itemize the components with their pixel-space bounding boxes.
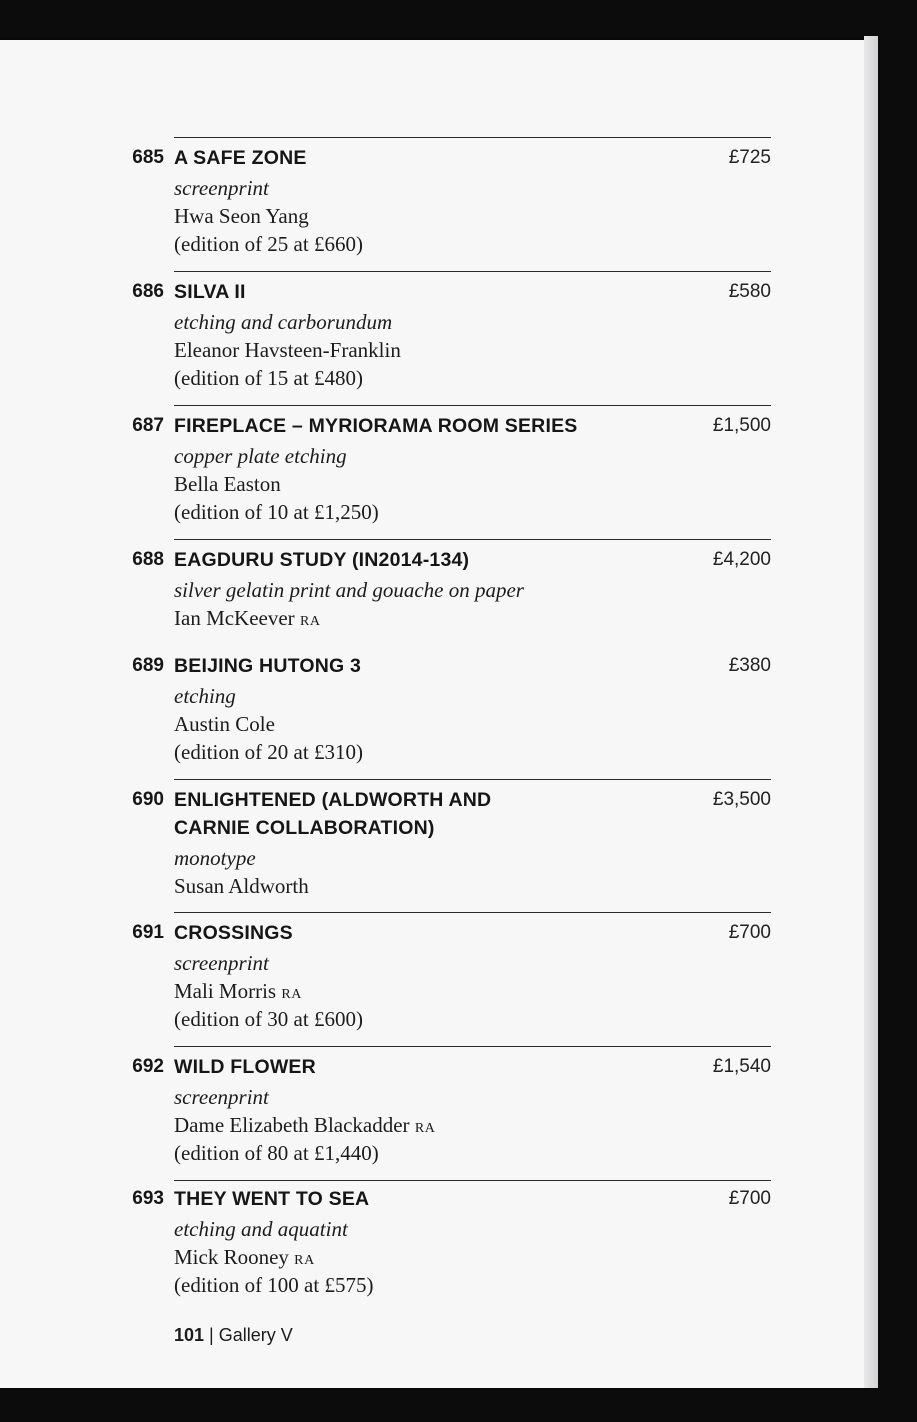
entry-divider — [174, 271, 771, 272]
lot-number: 687 — [132, 415, 164, 436]
edition-info: (edition of 30 at £600) — [174, 1007, 363, 1031]
artwork-medium: silver gelatin print and gouache on paper — [174, 578, 524, 602]
ra-suffix: RA — [414, 1121, 436, 1136]
artwork-medium: screenprint — [174, 951, 269, 975]
artwork-medium: etching — [174, 684, 236, 708]
section-name: Gallery V — [218, 1325, 293, 1345]
artist-name-text: Mali Morris — [174, 979, 277, 1003]
page-edge — [864, 36, 878, 1388]
artwork-price: £1,500 — [712, 415, 771, 436]
edition-info: (edition of 100 at £575) — [174, 1273, 374, 1297]
footer-separator: | — [209, 1325, 214, 1345]
entry-divider — [174, 912, 771, 913]
edition-info: (edition of 20 at £310) — [174, 740, 363, 764]
artist-name: Austin Cole — [174, 712, 275, 736]
artwork-title: A SAFE ZONE — [174, 147, 307, 169]
page-number: 101 — [174, 1325, 205, 1345]
entry-divider — [174, 137, 771, 138]
artwork-medium: screenprint — [174, 1085, 269, 1109]
artwork-medium: screenprint — [174, 176, 269, 200]
artwork-price: £700 — [728, 1188, 771, 1209]
artwork-title: ENLIGHTENED (ALDWORTH AND CARNIE COLLABORATION) — [174, 789, 492, 839]
page-footer — [174, 1322, 293, 1348]
artwork-title: EAGDURU STUDY (IN2014-134) — [174, 549, 470, 571]
artist-name: Bella Easton — [174, 472, 281, 496]
edition-info: (edition of 80 at £1,440) — [174, 1141, 379, 1165]
ra-suffix: RA — [299, 614, 321, 629]
lot-number: 685 — [132, 147, 164, 168]
entry-divider — [174, 1180, 771, 1181]
lot-number: 693 — [132, 1188, 164, 1209]
entry-divider — [174, 1046, 771, 1047]
artwork-price: £4,200 — [712, 549, 771, 570]
artist-name: Hwa Seon Yang — [174, 204, 309, 228]
artwork-title: SILVA II — [174, 281, 246, 303]
artist-name-text: Ian McKeever — [174, 606, 295, 630]
artwork-title: FIREPLACE – MYRIORAMA ROOM SERIES — [174, 415, 578, 437]
artwork-title: BEIJING HUTONG 3 — [174, 655, 362, 677]
lot-number: 690 — [132, 789, 164, 810]
artwork-title: CROSSINGS — [174, 922, 293, 944]
lot-number: 691 — [132, 922, 164, 943]
artist-name-text: Dame Elizabeth Blackadder — [174, 1113, 410, 1137]
artwork-price: £580 — [728, 281, 771, 302]
artist-name — [174, 604, 734, 636]
artwork-medium: etching and aquatint — [174, 1217, 348, 1241]
artist-name: Susan Aldworth — [174, 874, 309, 898]
edition-info: (edition of 15 at £480) — [174, 366, 363, 390]
entry-divider — [174, 539, 771, 540]
artwork-price: £3,500 — [712, 789, 771, 810]
artwork-price: £725 — [728, 147, 771, 168]
entry-divider — [174, 405, 771, 406]
artwork-title: THEY WENT TO SEA — [174, 1188, 370, 1210]
artwork-medium: etching and carborundum — [174, 310, 393, 334]
edition-info: (edition of 25 at £660) — [174, 232, 363, 256]
lot-number: 688 — [132, 549, 164, 570]
lot-number: 686 — [132, 281, 164, 302]
artwork-medium: monotype — [174, 846, 256, 870]
lot-number: 689 — [132, 655, 164, 676]
artwork-price: £380 — [728, 655, 771, 676]
edition-info: (edition of 10 at £1,250) — [174, 500, 379, 524]
artwork-price: £700 — [728, 922, 771, 943]
artwork-price: £1,540 — [712, 1056, 771, 1077]
artist-name: Eleanor Havsteen-Franklin — [174, 338, 401, 362]
artist-name-text: Mick Rooney — [174, 1245, 289, 1269]
artwork-medium: copper plate etching — [174, 444, 347, 468]
catalogue-page — [0, 40, 877, 1388]
entry-divider — [174, 779, 771, 780]
ra-suffix: RA — [281, 987, 302, 1002]
lot-number: 692 — [132, 1056, 164, 1077]
artwork-title: WILD FLOWER — [174, 1056, 316, 1078]
ra-suffix: RA — [294, 1253, 315, 1268]
